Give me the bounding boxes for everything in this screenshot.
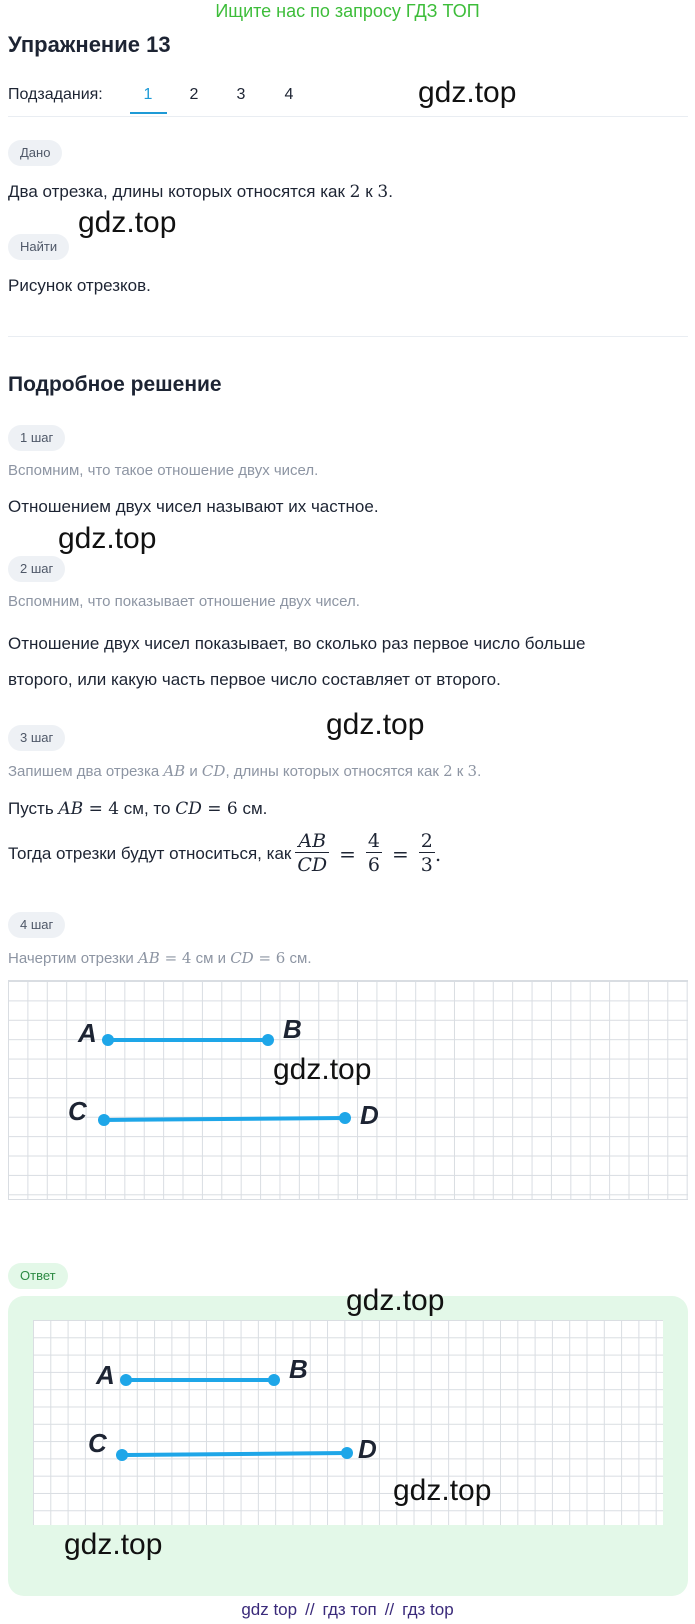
point-a xyxy=(102,1034,114,1046)
fraction-ab-cd: $\frac{AB}{CD}$ xyxy=(297,830,328,876)
segment-cd xyxy=(104,1118,345,1120)
point-c xyxy=(98,1114,110,1126)
label-a: A xyxy=(78,1018,97,1048)
watermark: gdz.top xyxy=(78,206,177,239)
point-d xyxy=(339,1112,351,1124)
point-a xyxy=(120,1374,132,1386)
page-title: Упражнение 13 xyxy=(8,32,171,57)
watermark: gdz.top xyxy=(418,76,517,109)
watermark: gdz.top xyxy=(64,1528,163,1561)
footer-link-gdz-top-ru[interactable]: гдз топ xyxy=(322,1600,377,1619)
step-3-badge: 3 шаг xyxy=(8,725,65,751)
given-text: Два отрезка, длины которых относятся как 2 к 3. xyxy=(8,182,393,202)
step-3-hint: Запишем два отрезка AB и CD, длины которых относятся как 2 к 3. xyxy=(8,762,482,780)
footer-link-gdz-top-mixed[interactable]: гдз top xyxy=(402,1600,454,1619)
step-3-ratio: Тогда отрезки будут относиться, как $\frac{AB}{CD}$ = $\frac{4}{6}$ = $\frac{2}{3}$ . xyxy=(8,830,442,876)
point-d xyxy=(341,1447,353,1459)
watermark: gdz.top xyxy=(346,1284,445,1317)
watermark: gdz.top xyxy=(326,708,425,741)
step-3-let: Пусть AB = 4 см, то CD = 6 см. xyxy=(8,799,268,819)
section-divider xyxy=(8,336,688,337)
find-badge: Найти xyxy=(8,234,69,260)
footer-separator: // xyxy=(305,1600,315,1619)
subtask-tab-3[interactable]: 3 xyxy=(236,86,246,103)
label-b: B xyxy=(283,1014,302,1044)
watermark: gdz.top xyxy=(393,1474,492,1507)
given-section xyxy=(8,140,62,166)
answer-label-b: B xyxy=(289,1354,308,1384)
step-2-header xyxy=(8,556,65,582)
subtask-tab-1[interactable]: 1 xyxy=(143,86,153,103)
answer-label-a: A xyxy=(96,1360,115,1390)
step-2-text: Отношение двух чисел показывает, во сколько раз первое число больше второго, или какую часть первое число составляет от второго. xyxy=(8,634,586,689)
footer-separator: // xyxy=(384,1600,395,1619)
segments-drawing-step-4 xyxy=(8,980,688,1200)
answer-badge: Ответ xyxy=(8,1263,68,1289)
answer-label-d: D xyxy=(358,1434,377,1464)
segment-cd xyxy=(122,1453,347,1455)
active-tab-indicator xyxy=(130,112,167,114)
find-text: Рисунок отрезков. xyxy=(8,276,151,295)
find-section xyxy=(8,234,69,260)
footer-links xyxy=(0,1600,695,1620)
point-b xyxy=(262,1034,274,1046)
label-d: D xyxy=(360,1100,379,1130)
step-4-header xyxy=(8,912,65,938)
step-1-header xyxy=(8,425,65,451)
label-c: C xyxy=(68,1096,87,1126)
tabs-divider xyxy=(8,116,688,117)
step-1-hint: Вспомним, что такое отношение двух чисел. xyxy=(8,462,319,479)
step-4-hint: Начертим отрезки AB = 4 см и CD = 6 см. xyxy=(8,949,312,967)
step-1-badge: 1 шаг xyxy=(8,425,65,451)
subtask-tab-2[interactable]: 2 xyxy=(189,86,199,103)
step-2-badge: 2 шаг xyxy=(8,556,65,582)
promo-banner[interactable]: Ищите нас по запросу ГДЗ ТОП xyxy=(215,1,480,21)
fraction-2-3: $\frac{2}{3}$ xyxy=(420,830,433,876)
watermark: gdz.top xyxy=(58,522,157,555)
given-badge: Дано xyxy=(8,140,62,166)
subtasks-label: Подзадания: xyxy=(8,86,103,103)
point-b xyxy=(268,1374,280,1386)
solution-title: Подробное решение xyxy=(8,373,222,396)
watermark: gdz.top xyxy=(273,1053,372,1086)
step-1-text: Отношением двух чисел называют их частное. xyxy=(8,497,379,516)
step-3-header xyxy=(8,725,65,751)
fraction-4-6: $\frac{4}{6}$ xyxy=(367,830,380,876)
step-4-badge: 4 шаг xyxy=(8,912,65,938)
footer-link-gdz-top[interactable]: gdz top xyxy=(241,1600,298,1619)
subtask-tab-4[interactable]: 4 xyxy=(284,86,294,103)
step-2-hint: Вспомним, что показывает отношение двух чисел. xyxy=(8,593,360,610)
point-c xyxy=(116,1449,128,1461)
answer-label-c: C xyxy=(88,1428,107,1458)
segments-drawing-answer xyxy=(33,1320,663,1525)
answer-header xyxy=(8,1263,68,1289)
